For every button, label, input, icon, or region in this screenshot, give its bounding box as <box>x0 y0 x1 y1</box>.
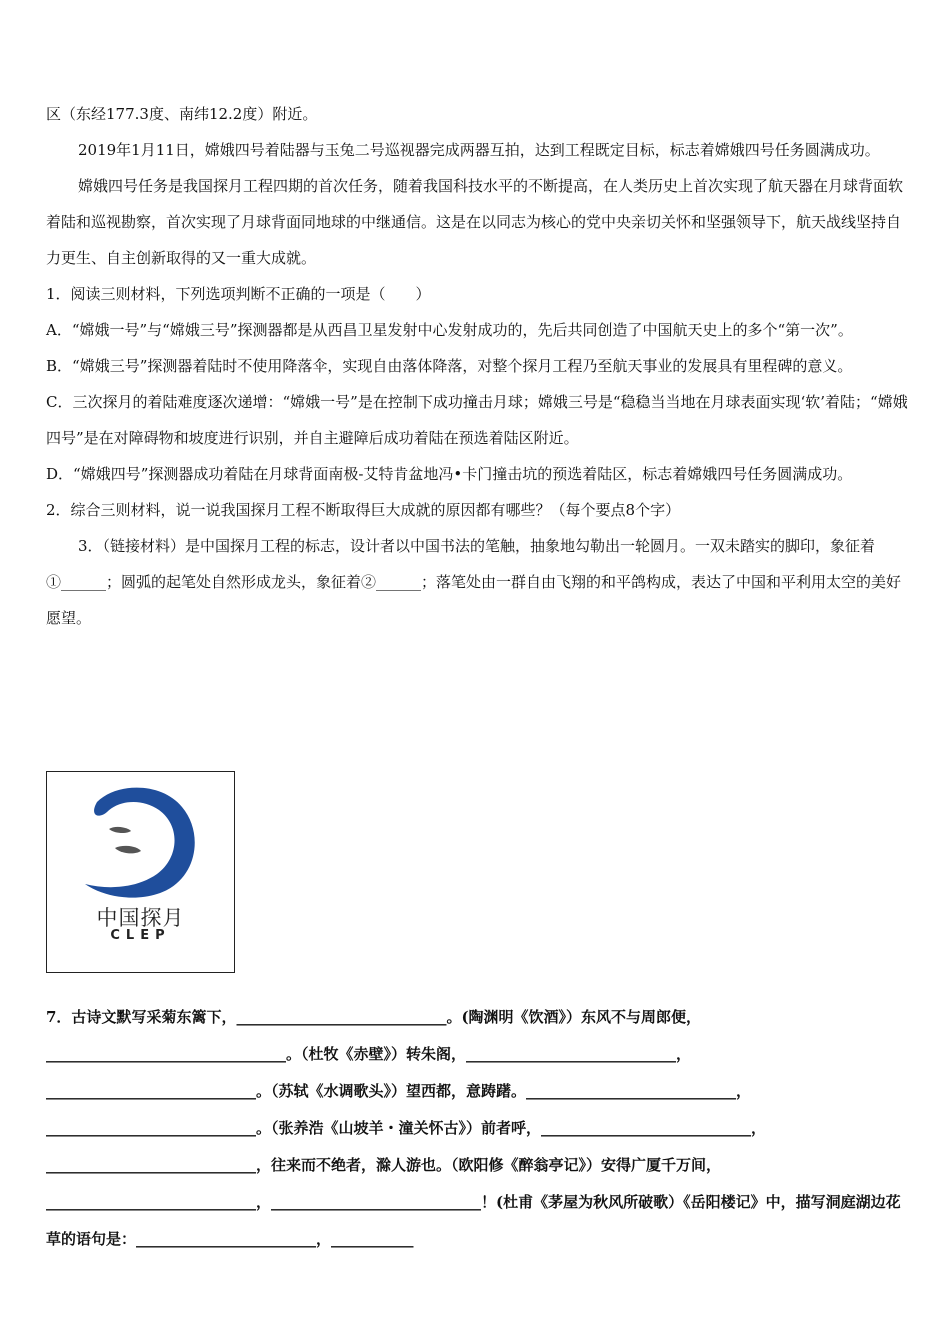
clep-logo <box>46 771 235 973</box>
logo-name-en: CLEP <box>110 928 171 943</box>
logo-name-cn: 中国探月 <box>96 906 185 930</box>
material-para-2: 嫦娥四号任务是我国探月工程四期的首次任务，随着我国科技水平的不断提高，在人类历史上首次实现了航天器在月球背面软着陆和巡视勘察，首次实现了月球背面同地球的中继通信。这是在以同志为核心的党中央亲切关怀和坚强领导下，航天战线坚持自力更生、自主创新取得的又一重大成就。 <box>46 177 904 267</box>
question-1: 1．阅读三则材料，下列选项判断不正确的一项是（ ） <box>46 285 431 303</box>
material-line-top: 区（东经177.3度、南纬12.2度）附近。 <box>46 105 318 123</box>
question-1-option-b: B．“嫦娥三号”探测器着陆时不使用降落伞，实现自由落体降落，对整个探月工程乃至航天事业的发展具有里程碑的意义。 <box>46 357 853 375</box>
question-1-option-a: A．“嫦娥一号”与“嫦娥三号”探测器都是从西昌卫星发射中心发射成功的，先后共同创造了中国航天史上的多个“第一次”。 <box>46 321 853 339</box>
question-3: 3．（链接材料）是中国探月工程的标志，设计者以中国书法的笔触，抽象地勾勒出一轮圆月。一双未踏实的脚印，象征着①______；圆弧的起笔处自然形成龙头，象征着②______；落笔处由一群自由飞翔的和平鸽构成，表达了中国和平利用太空的美好愿望。 <box>46 537 902 627</box>
document-body <box>46 96 908 636</box>
question-2: 2．综合三则材料，说一说我国探月工程不断取得巨大成就的原因都有哪些？（每个要点8个字） <box>46 501 681 519</box>
question-1-option-d: D．“嫦娥四号”探测器成功着陆在月球背面南极-艾特肯盆地冯•卡门撞击坑的预选着陆区，标志着嫦娥四号任务圆满成功。 <box>46 465 853 483</box>
question-1-option-c: C．三次探月的着陆难度逐次递增：“嫦娥一号”是在控制下成功撞击月球；嫦娥三号是“稳稳当当地在月球表面实现‘软’着陆；“嫦娥四号”是在对障碍物和坡度进行识别，并自主避障后成功着陆在预选着陆区附近。 <box>46 393 908 447</box>
question-7-text: 7．古诗文默写采菊东篱下，____________________________。(陶渊明《饮酒》）东风不与周郎便，________________________________。（杜牧《赤壁》）转朱阁，____________________________，____________________________。（苏轼《水调歌头》）望西都，意踌躇。____________________________，____________________________。（张养浩《山坡羊・潼关怀古》）前者呼，____________________________，____________________________，往来而不绝者，滁人游也。（欧阳修《醉翁亭记》）安得广厦千万间，____________________________，____________________________！(杜甫《茅屋为秋风所破歌）《岳阳楼记》中，描写洞庭湖边花草的语句是：________________________，___________ <box>46 1008 901 1248</box>
material-para-1: 2019年1月11日，嫦娥四号着陆器与玉兔二号巡视器完成两器互拍，达到工程既定目标，标志着嫦娥四号任务圆满成功。 <box>78 141 880 159</box>
question-7 <box>46 999 908 1258</box>
